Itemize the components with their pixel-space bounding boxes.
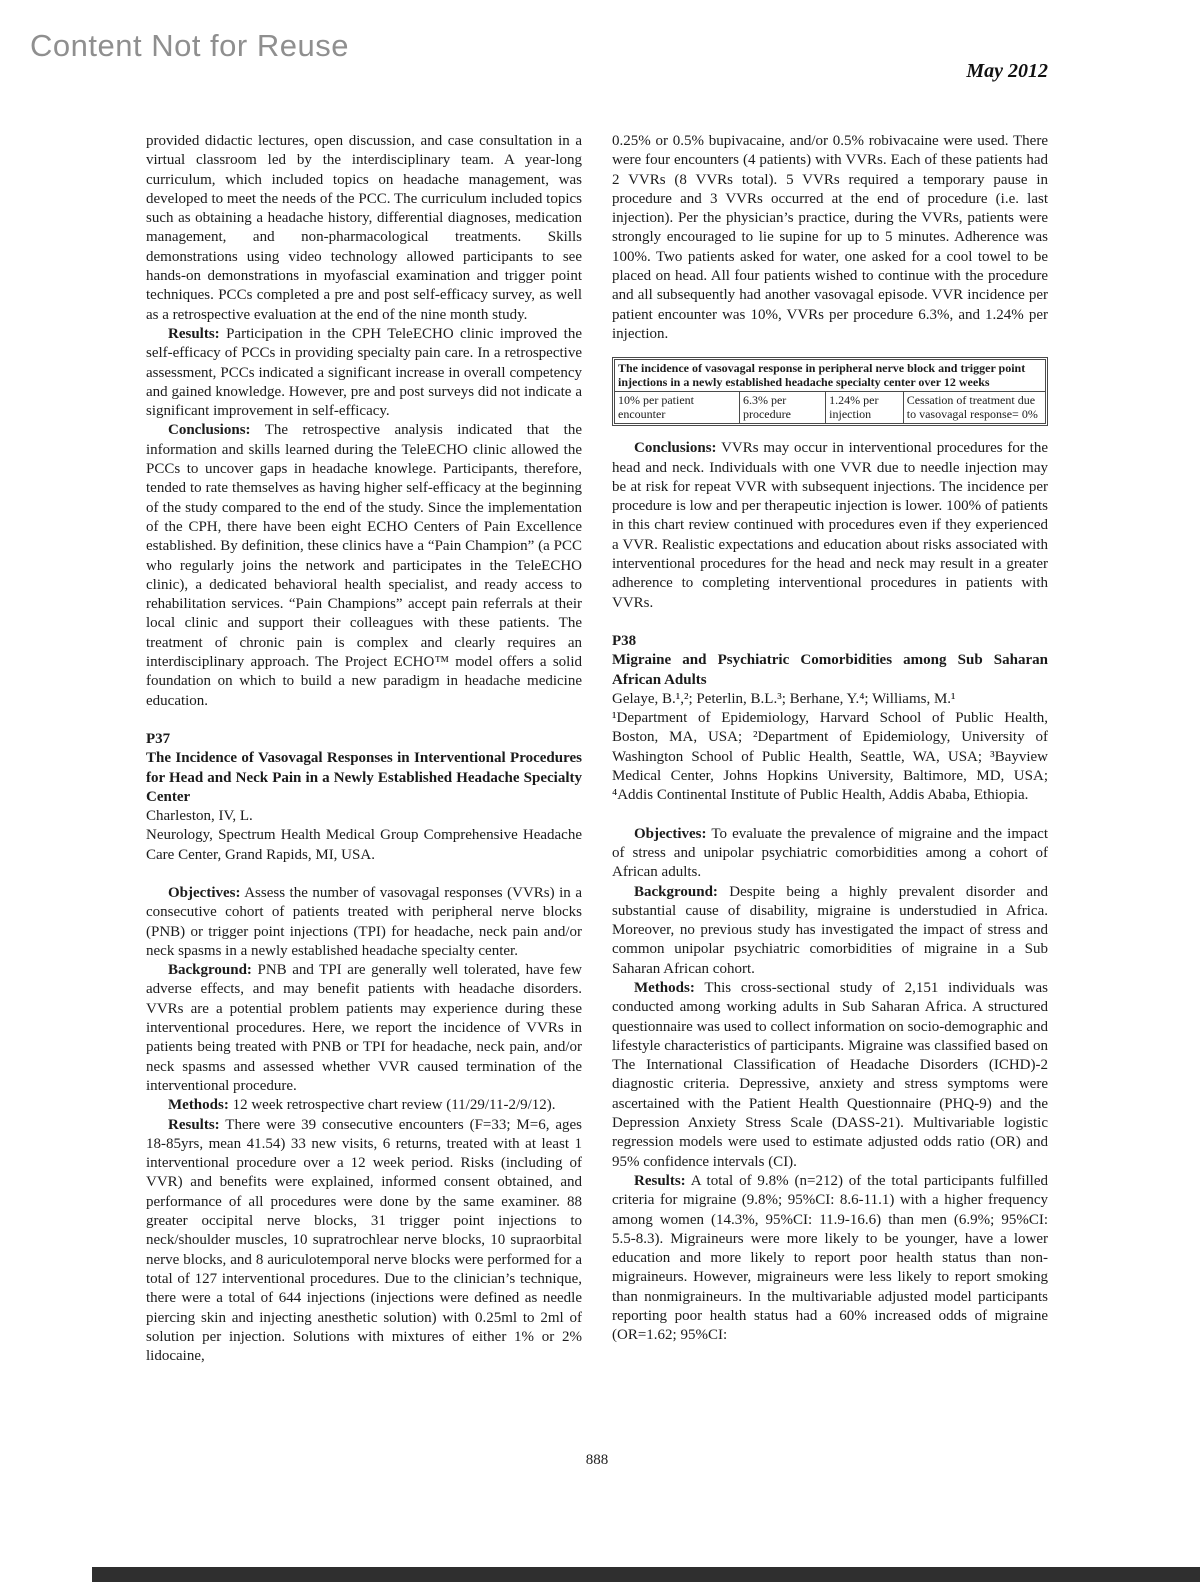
abstract-id: P37 [146,730,171,747]
paragraph-methods [612,979,1048,1172]
footer-bar [92,1567,1200,1582]
paragraph-text: Assess the number of vasovagal responses (VVRs) in a consecutive cohort of patients treated with peripheral nerve blocks (PNB) or trigger point injections (TPI) for headache, neck pain and/or neck spasms in a newly established headache specialty center. [146,884,582,959]
paragraph-continuation: provided didactic lectures, open discussion, and case consultation in a virtual classroom led by the interdisciplinary team. A year-long curriculum, which included topics on headache management, was developed to meet the needs of the PCC. The curriculum included topics such as obtaining a headache history, differential diagnoses, medication management, and non-pharmacological treatments. Skills demonstrations using video technology allowed participants to see hands-on demonstrations in myofascial examination and trigger point techniques. PCCs completed a pre and post self-efficacy survey, as well as a retrospective evaluation at the end of the nine month study. [146,133,582,323]
abstract-affiliation: Neurology, Spectrum Health Medical Group Comprehensive Headache Care Center, Grand Rapids, MI, USA. [146,827,582,863]
abstract-authors: Charleston, IV, L. [146,808,253,825]
section-label: Objectives: [634,825,707,842]
left-column [146,132,582,1366]
table-cell: 1.24% per injection [826,392,904,424]
section-label: Conclusions: [168,422,251,439]
paragraph-text: PNB and TPI are generally well tolerated, have few adverse effects, and may benefit patients with headache disorders. VVRs are a potential problem patients may experience during these interventional procedures. Here, we report the incidence of VVRs in patients being treated with PNB or TPI for headache, neck pain, and/or neck spasms and assessed whether VVR caused termination of the interventional procedure. [146,962,582,1094]
paragraph-objectives [146,884,582,961]
section-label: Methods: [168,1097,229,1114]
abstract-authors: Gelaye, B.¹,²; Peterlin, B.L.³; Berhane, Y.⁴; Williams, M.¹ [612,690,956,707]
watermark: Content Not for Reuse [30,28,349,63]
paragraph-methods [146,1096,582,1115]
abstract-header-p37 [146,730,582,865]
section-label: Conclusions: [634,440,717,457]
paragraph-results [146,1116,582,1367]
issue-date: May 2012 [966,60,1048,82]
paragraph-results [612,1172,1048,1346]
right-column [612,132,1048,1366]
paragraph-conclusions [146,421,582,710]
table-cell: 6.3% per procedure [739,392,825,424]
table-cell: Cessation of treatment due to vasovagal response= 0% [903,392,1045,424]
section-label: Results: [634,1172,686,1189]
paragraph-background [612,883,1048,979]
section-label: Objectives: [168,884,241,901]
table-cell: 10% per patient encounter [615,392,740,424]
paragraph-text: Participation in the CPH TeleECHO clinic improved the self-efficacy of PCCs in providing specialty pain care. In a retrospective assessment, PCCs indicated a significant increase in overall competency and gained knowledge. However, pre and post surveys did not indicate a significant improvement in self-efficacy. [146,325,582,420]
paragraph-text: To evaluate the prevalence of migraine and the impact of stress and unipolar psychiatric comorbidities among a cohort of African adults. [612,825,1048,881]
paragraph-text: A total of 9.8% (n=212) of the total participants fulfilled criteria for migraine (9.8%; 95%CI: 8.6-11.1) with a higher frequency among women (14.3%, 95%CI: 11.9-16.6) than men (6.9%; 95%CI: 5.5-8.3). Migraineurs were more likely to be younger, have a lower education and more likely to report poor health status than non-migraineurs. However, migraineurs were less likely to report smoking than nonmigraineurs. In the multivariable adjusted model participants reporting poor health status had a 60% increased odds of migraine (OR=1.62; 95%CI: [612,1172,1048,1344]
paragraph-text: This cross-sectional study of 2,151 individuals was conducted among working adults in Sub Saharan Africa. A structured questionnaire was used to collect information on socio-demographic and lifestyle characteristics of participants. Migraine was classified based on The International Classification of Headache Disorders (ICHD)-2 diagnostic criteria. Depressive, anxiety and stress symptoms were ascertained with the Patient Health Questionnaire (PHQ-9) and the Depression Anxiety Stress Scale (DASS-21). Multivariable logistic regression models were used to estimate adjusted odds ratio (OR) and 95% confidence intervals (CI). [612,979,1049,1170]
section-label: Results: [168,1116,220,1133]
paragraph-text: VVRs may occur in interventional procedures for the head and neck. Individuals with one VVR due to needle injection may be at risk for repeat VVR with subsequent injections. The incidence per procedure is low and per therapeutic injection is lower. 100% of patients in this chart review continued with procedures even if they experienced a VVR. Realistic expectations and education about risks associated with interventional procedures for the head and neck may result in a greater adherence to completing interventional procedures in patients with VVRs. [612,440,1048,611]
section-label: Results: [168,325,220,342]
table-caption: The incidence of vasovagal response in peripheral nerve block and trigger point injections in a newly established headache specialty center over 12 weeks [615,360,1046,392]
page-body [146,132,1048,1366]
paragraph-text: Despite being a highly prevalent disorder and substantial cause of disability, migraine is understudied in Africa. Moreover, no previous study has investigated the impact of stress and common unipolar psychiatric comorbidities of migraine in a Sub Saharan African cohort. [612,883,1048,977]
section-label: Background: [168,962,252,979]
abstract-id: P38 [612,632,637,649]
paragraph-text: There were 39 consecutive encounters (F=33; M=6, ages 18-85yrs, mean 41.54) 33 new visits, 6 returns, treated with at least 1 interventional procedure over a 12 week period. Risks (including of VVR) and benefits were explained, informed consent obtained, and performance of all procedures were done by the same examiner. 88 greater occipital nerve blocks, 31 trigger point injections to neck/shoulder muscles, 10 supratrochlear nerve blocks, 10 supraorbital nerve blocks, and 8 auriculotemporal nerve blocks were performed for a total of 127 interventional procedures. Due to the clinician’s technique, there were a total of 644 injections (injections were defined as needle piercing skin and injecting anesthetic solution) with 0.25ml to 2ml of solution per injection. Solutions with mixtures of either 1% or 2% lidocaine, [146,1116,582,1365]
paragraph-text: The retrospective analysis indicated that the information and skills learned during the TeleECHO clinic allowed the PCCs to uncover gaps in headache knowlege. Participants, therefore, tended to rate themselves as having higher self-efficacy at the beginning of the study compared to the end of the study. Since the implementation of the CPH, there have been eight ECHO Centers of Pain Excellence established. By definition, these clinics have a “Pain Champion” (a PCC who regularly joins the network and participates in the TeleECHO clinic), a dedicated behavioral health specialist, and ready access to rehabilitation services. “Pain Champions” accept pain referrals at their local clinic and support their colleagues with these patients. The treatment of chronic pain is complex and clearly requires an interdisciplinary approach. The Project ECHO™ model offers a solid foundation on which to build a new paradigm in headache medicine education. [146,422,582,709]
paragraph-continuation: 0.25% or 0.5% bupivacaine, and/or 0.5% robivacaine were used. There were four encounters (4 patients) with VVRs. Each of these patients had 2 VVRs (8 VVRs total). 5 VVRs required a temporary pause in procedure and 3 VVRs occurred at the end of procedure (i.e. last injection). Per the physician’s practice, during the VVRs, patients were strongly encouraged to lie supine for up to 5 minutes. Adherence was 100%. Two patients asked for water, one asked for a cool towel to be placed on head. All four patients wished to continue with the procedure and all subsequently had another vasovagal episode. VVR incidence per patient encounter was 10%, VVRs per procedure 6.3%, and 1.24% per injection. [612,133,1048,342]
section-label: Methods: [634,979,695,996]
abstract-header-p38 [612,632,1048,806]
results-table [612,357,1048,426]
abstract-title: Migraine and Psychiatric Comorbidities among Sub Saharan African Adults [612,652,1048,688]
section-label: Background: [634,883,718,900]
paragraph-results [146,325,582,421]
abstract-title: The Incidence of Vasovagal Responses in Interventional Procedures for Head and Neck Pain in a Newly Established Headache Specialty Center [146,750,582,805]
paragraph-objectives [612,825,1048,883]
paragraph-background [146,961,582,1096]
paragraph-conclusions [612,439,1048,613]
abstract-affiliation: ¹Department of Epidemiology, Harvard School of Public Health, Boston, MA, USA; ²Department of Epidemiology, University of Washington School of Public Health, Seattle, WA, USA; ³Bayview Medical Center, Johns Hopkins University, Baltimore, MD, USA; ⁴Addis Continental Institute of Public Health, Addis Ababa, Ethiopia. [612,710,1048,804]
page-number: 888 [585,1452,609,1468]
paragraph-text: 12 week retrospective chart review (11/29/11-2/9/12). [232,1097,556,1114]
